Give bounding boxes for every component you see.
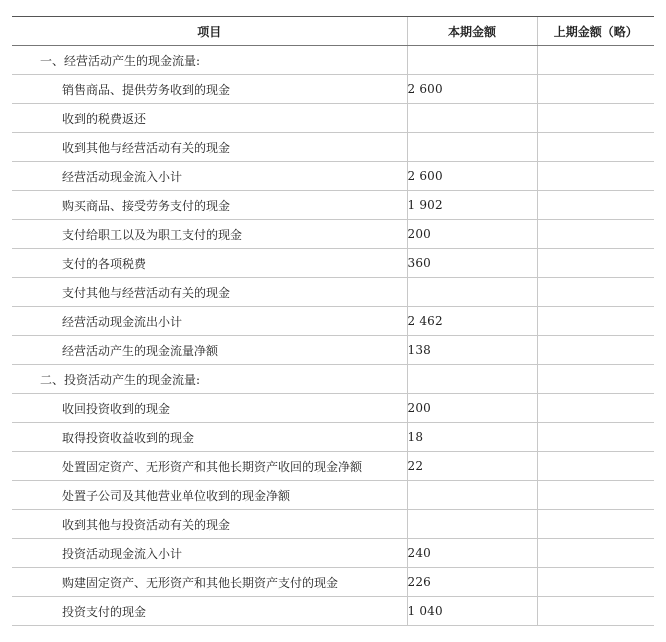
row-item-label: 取得投资收益收到的现金: [12, 423, 407, 452]
row-previous-amount: [537, 162, 654, 191]
row-current-amount: [407, 278, 537, 307]
header-row: [12, 17, 654, 46]
table-row: [12, 510, 654, 539]
row-previous-amount: [537, 278, 654, 307]
table-row: [12, 336, 654, 365]
row-previous-amount: [537, 481, 654, 510]
table-row: [12, 394, 654, 423]
row-item-label: 收到其他与投资活动有关的现金: [12, 510, 407, 539]
row-previous-amount: [537, 249, 654, 278]
row-item-label: 销售商品、提供劳务收到的现金: [12, 75, 407, 104]
row-current-amount: 22: [407, 452, 537, 481]
header-item: 项目: [12, 17, 407, 46]
row-previous-amount: [537, 46, 654, 75]
row-item-label: 投资活动现金流入小计: [12, 539, 407, 568]
row-item-label: 购建固定资产、无形资产和其他长期资产支付的现金: [12, 568, 407, 597]
table-body: [12, 46, 654, 626]
row-previous-amount: [537, 75, 654, 104]
row-previous-amount: [537, 104, 654, 133]
table-row: [12, 539, 654, 568]
row-previous-amount: [537, 510, 654, 539]
row-current-amount: [407, 46, 537, 75]
row-previous-amount: [537, 133, 654, 162]
table-row: [12, 220, 654, 249]
row-item-label: 处置子公司及其他营业单位收到的现金净额: [12, 481, 407, 510]
row-current-amount: [407, 510, 537, 539]
row-item-label: 经营活动产生的现金流量净额: [12, 336, 407, 365]
row-previous-amount: [537, 423, 654, 452]
row-item-label: 购买商品、接受劳务支付的现金: [12, 191, 407, 220]
row-current-amount: 2 462: [407, 307, 537, 336]
row-current-amount: [407, 365, 537, 394]
table-row: [12, 597, 654, 626]
row-current-amount: 138: [407, 336, 537, 365]
row-item-label: 经营活动现金流出小计: [12, 307, 407, 336]
row-item-label: 经营活动现金流入小计: [12, 162, 407, 191]
row-current-amount: 226: [407, 568, 537, 597]
row-item-label: 支付的各项税费: [12, 249, 407, 278]
table-row: [12, 75, 654, 104]
row-current-amount: 200: [407, 220, 537, 249]
table-row: [12, 104, 654, 133]
row-previous-amount: [537, 539, 654, 568]
row-current-amount: 240: [407, 539, 537, 568]
row-current-amount: 1 040: [407, 597, 537, 626]
row-item-label: 支付其他与经营活动有关的现金: [12, 278, 407, 307]
row-current-amount: 18: [407, 423, 537, 452]
row-current-amount: 360: [407, 249, 537, 278]
row-current-amount: [407, 104, 537, 133]
row-current-amount: 1 902: [407, 191, 537, 220]
row-item-label: 收到其他与经营活动有关的现金: [12, 133, 407, 162]
header-previous-amount: 上期金额（略）: [537, 17, 654, 46]
row-previous-amount: [537, 220, 654, 249]
row-previous-amount: [537, 452, 654, 481]
row-previous-amount: [537, 336, 654, 365]
table-row: [12, 365, 654, 394]
row-previous-amount: [537, 568, 654, 597]
row-item-label: 投资支付的现金: [12, 597, 407, 626]
row-previous-amount: [537, 191, 654, 220]
row-item-label: 一、经营活动产生的现金流量:: [12, 46, 407, 75]
row-item-label: 二、投资活动产生的现金流量:: [12, 365, 407, 394]
row-item-label: 支付给职工以及为职工支付的现金: [12, 220, 407, 249]
row-current-amount: 2 600: [407, 75, 537, 104]
row-item-label: 收到的税费返还: [12, 104, 407, 133]
table-row: [12, 452, 654, 481]
table-row: [12, 46, 654, 75]
table-row: [12, 278, 654, 307]
row-item-label: 处置固定资产、无形资产和其他长期资产收回的现金净额: [12, 452, 407, 481]
row-current-amount: 200: [407, 394, 537, 423]
table-row: [12, 481, 654, 510]
table-row: [12, 249, 654, 278]
row-current-amount: 2 600: [407, 162, 537, 191]
header-current-amount: 本期金额: [407, 17, 537, 46]
cash-flow-table: [12, 16, 654, 626]
table-row: [12, 423, 654, 452]
row-previous-amount: [537, 394, 654, 423]
table-row: [12, 307, 654, 336]
table-row: [12, 191, 654, 220]
row-previous-amount: [537, 597, 654, 626]
row-current-amount: [407, 481, 537, 510]
table-row: [12, 162, 654, 191]
row-item-label: 收回投资收到的现金: [12, 394, 407, 423]
row-current-amount: [407, 133, 537, 162]
table-row: [12, 133, 654, 162]
table-row: [12, 568, 654, 597]
row-previous-amount: [537, 307, 654, 336]
row-previous-amount: [537, 365, 654, 394]
